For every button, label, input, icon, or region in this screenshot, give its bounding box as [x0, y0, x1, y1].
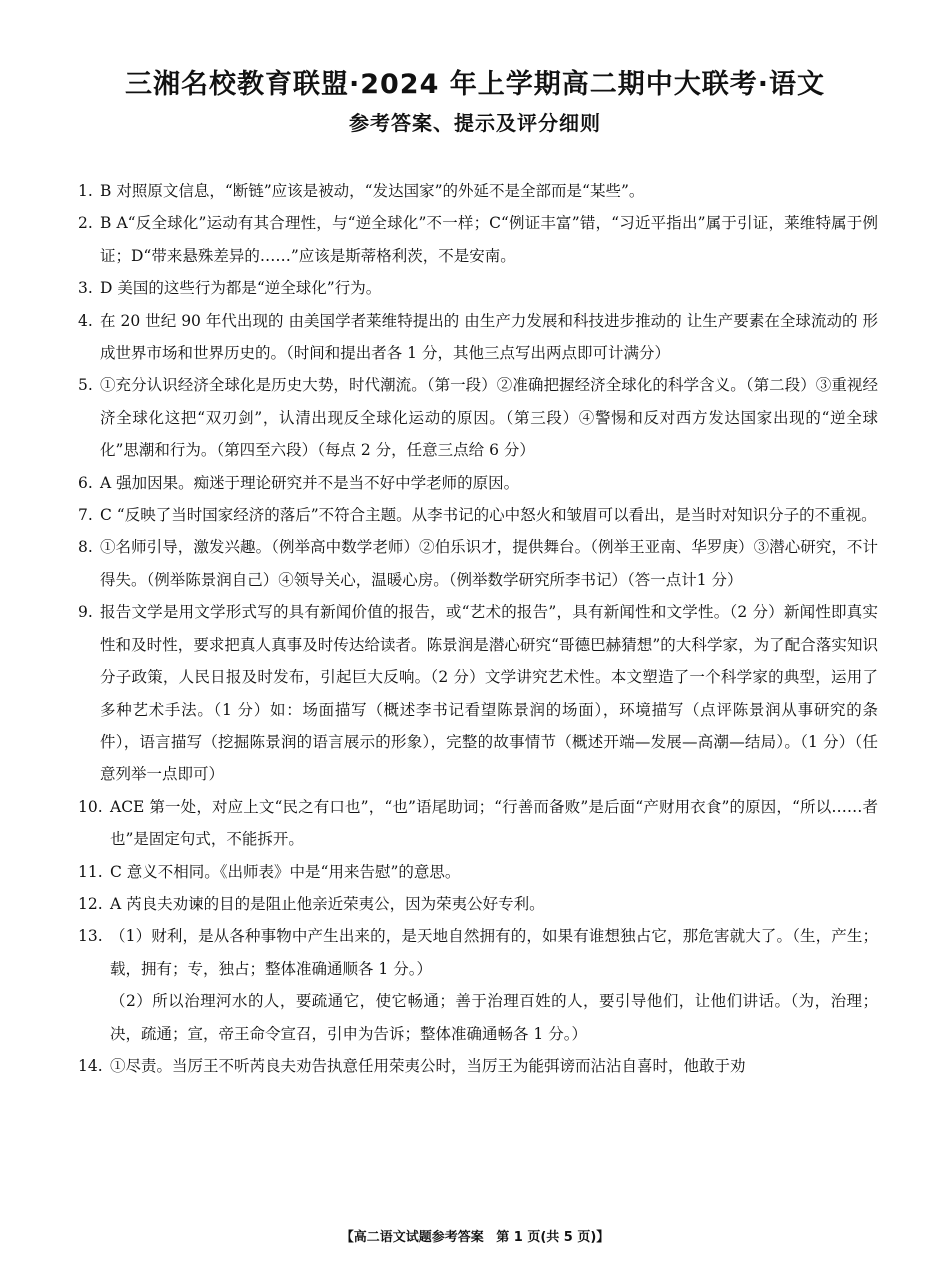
answer-item: 1. B 对照原文信息，“断链”应该是被动，“发达国家”的外延不是全部而是“某些”。 [78, 182, 645, 200]
answer-item: 9. 报告文学是用文学形式写的具有新闻价值的报告，或“艺术的报告”，具有新闻性和文学性。（2 分）新闻性即真实性和及时性，要求把真人真事及时传达给读者。陈景润是潜心研究“哥德巴赫猜想”的大科学家，为了配合落实知识分子政策，人民日报及时发布，引起巨大反响。（2 分）文学讲究艺术性。本文塑造了一个科学家的典型，运用了多种艺术手法。（1 分）如：场面描写（概述李书记看望陈景润的场面），环境描写（点评陈景润从事研究的条件），语言描写（挖掘陈景润的语言展示的形象），完整的故事情节（概述开端—发展—高潮—结局）。（1 分）（任意列举一点即可） [78, 603, 878, 784]
page-subtitle: 参考答案、提示及评分细则 [349, 111, 601, 135]
answer-item: 6. A 强加因果。痴迷于理论研究并不是当不好中学老师的原因。 [78, 473, 520, 492]
answer-item: 12. A 芮良夫劝谏的目的是阻止他亲近荣夷公，因为荣夷公好专利。 [78, 894, 545, 913]
answer-item: 14. ①尽责。当厉王不听芮良夫劝告执意任用荣夷公时，当厉王为能弭谤而沾沾自喜时，他敢于劝 [78, 1056, 746, 1075]
answer-item: 13. （1）财利，是从各种事物中产生出来的，是天地自然拥有的，如果有谁想独占它，那危害就大了。（生，产生；载，拥有；专，独占；整体准确通顺各 1 分。） （2）所以治理河水的人，要疏通它，使它畅通；善于治理百姓的人，要引导他们，让他们讲话。（为，治理；决，疏通；宣，帝王命令宣召，引申为告诉；整体准确通畅各 1 分。） [78, 927, 878, 1043]
page-footer [0, 1226, 950, 1245]
answer-item: 4. 在 20 世纪 90 年代出现的 由美国学者莱维特提出的 由生产力发展和科技进步推动的 让生产要素在全球流动的 形成世界市场和世界历史的。（时间和提出者各 1 分，其他三点写出两点即可计满分） [78, 311, 878, 363]
answer-item: 5. ①充分认识经济全球化是历史大势，时代潮流。（第一段）②准确把握经济全球化的科学含义。（第二段）③重视经济全球化这把“双刃剑”，认清出现反全球化运动的原因。（第三段）④警惕和反对西方发达国家出现的“逆全球化”思潮和行为。（第四至六段）（每点 2 分，任意三点给 6 分） [78, 376, 878, 460]
answer-item: 7. C “反映了当时国家经济的落后”不符合主题。从李书记的心中怒火和皱眉可以看出，是当时对知识分子的不重视。 [78, 506, 877, 525]
answer-item: 8. ①名师引导，激发兴趣。（例举高中数学老师）②伯乐识才，提供舞台。（例举王亚南、华罗庚）③潜心研究，不计得失。（例举陈景润自己）④领导关心，温暖心房。（例举数学研究所李书记）（答一点计1 分） [78, 538, 878, 589]
answer-item: 2. B A“反全球化”运动有其合理性，与“逆全球化”不一样；C“例证丰富”错，“习近平指出”属于引证，莱维特属于例证；D“带来悬殊差异的……”应该是斯蒂格利茨，不是安南。 [78, 214, 878, 265]
answer-item: 3. D 美国的这些行为都是“逆全球化”行为。 [78, 279, 382, 298]
footer-label: 【高二语文试题参考答案 [340, 1230, 484, 1245]
answer-item: 11. C 意义不相同。《出师表》中是“用来告慰”的意思。 [78, 862, 461, 881]
page-title: 三湘名校教育联盟·2024 年上学期高二期中大联考·语文 [124, 69, 826, 100]
answer-item: 10. ACE 第一处，对应上文“民之有口也”，“也”语尾助词；“行善而备败”是后面“产财用衣食”的原因，“所以……者也”是固定句式，不能拆开。 [78, 797, 878, 849]
page-number: 第 1 页(共 5 页)】 [496, 1230, 610, 1245]
answer-list [78, 175, 878, 1082]
